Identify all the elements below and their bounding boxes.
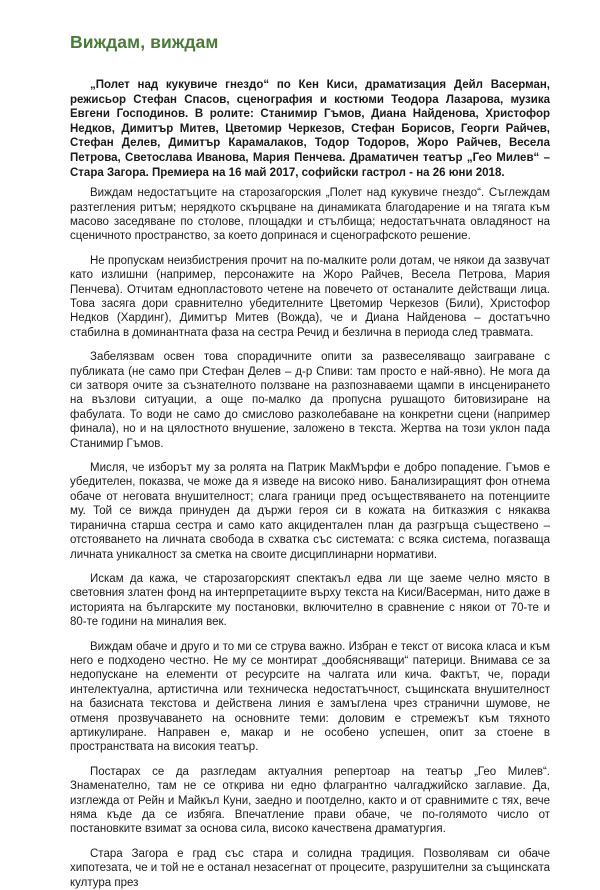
article-title: Виждам, виждам [70, 32, 219, 52]
paragraph-2: Не пропускам неизбистрения прочит на по-малките роли дотам, че някои да зазвучат като излишни (например, персонажите на Жоро Райчев, Весела Петрова, Мария Пенчева). Отчитам еднопластовото четене на повечето от останалите действащи лица. Това засяга дори сравнително убедителните Цветомир Черкезов (Били), Христофор Недков (Хардинг), Димитър Митев (Вожда), че и Диана Найденова – достатъчно стабилна в доминантната фаза на сестра Речид и безлична в периода след травмата. [70, 254, 550, 339]
paragraph-1: Виждам недостатъците на старозагорския „Полет над кукувиче гнездо“. Съглеждам разтегления ритъм; нерядкото скърцване на динамиката благодарение и на тягата към масово заседяване по столове, площадки и стълбища; недостатъчната овладяност на сценичното пространство, за което допринася и сценографското решение. [70, 187, 550, 243]
paragraph-7: Постарах се да разгледам актуалния репертоар на театър „Гео Милев“. Знаменателно, там не се открива ни едно флагрантно чалгаджийско заглавие. Да, изглежда от Рейн и Майкъл Куни, заедно и поотделно, както и от сравнимите с тях, вече няма къде да се избяга. Впечатление прави обаче, че по-голямото число от постановките взимат за основа сила, високо качествена драматургия. [70, 765, 550, 836]
paragraph-6: Виждам обаче и друго и то ми се струва важно. Избран е текст от висока класа и към него е подходено честно. Не му се монтират „дообясняващи“ патерици. Внимава се за недопускане на елементи от ресурсите на чалгата или кича. Фактът, че, поради интелектуална, артистична или техническа недостатъчност, същинската внушителност на базисната текстова и действена линия е замъглена чрез странични шумове, не отменя прозвучаването на основните теми: доловим е стремежът към тяхното артикулиране. Направен е, макар и не особено успешен, опит за стоене в пространствата на високия театър. [70, 640, 550, 754]
paragraph-3: Забелязвам освен това спорадичните опити за развеселяващо заиграване с публиката (не само при Стефан Делев – д-р Спиви: там просто е най-явно). Не мога да си затворя очите за съзнателното ползване на разпознаваеми щампи в инсценирането на възлови ситуации, а още по-малко да пропусна рушащото битовизиране на фабулата. То води не само до смислово разколебаване на конкретни сцени (например финала), но и на цялостното внушение, заложено в текста. Жертва на този уклон пада Станимир Гъмов. [70, 351, 550, 450]
paragraph-5: Искам да кажа, че старозагорският спектакъл едва ли ще заеме челно място в световния златен фонд на интерпретациите върху текста на Киси/Васерман, нито даже в историята на българските му постановки, включително в сравнение с някои от 70-те и 80-те години на миналия век. [70, 572, 550, 629]
paragraph-8: Стара Загора е град със стара и солидна традиция. Позволявам си обаче хипотезата, че и той не е останал незасегнат от процесите, разрушителни за същинската култура през [70, 847, 550, 889]
production-credits: „Полет над кукувиче гнездо“ по Кен Киси, драматизация Дейл Васерман, режисьор Стефан Спасов, сценография и костюми Теодора Лазарова, музика Евгени Господинов. В ролите: Станимир Гъмов, Диана Найденова, Христофор Недков, Димитър Митев, Цветомир Черкезов, Стефан Борисов, Георги Райчев, Стефан Делев, Димитър Карамалаков, Тодор Тодоров, Жоро Райчев, Весела Петрова, Светослава Иванова, Мария Пенчева. Драматичен театър „Гео Милев“ – Стара Загора. Премиера на 16 май 2017, софийски гастрол - на 26 юни 2018. [70, 79, 550, 179]
paragraph-4: Мисля, че изборът му за ролята на Патрик МакМърфи е добро попадение. Гъмов е убедителен, показва, че може да я изведе на високо ниво. Банализиращият фон отнема обаче от неговата внушителност; слага граници пред осъществяването на потенциите му. Той се вижда принуден да държи героя си в кожата на битказжия с някаква тиранична старша сестра и само като акцидентален план да разгръща съществено – отстояването на личната свобода в схватка със системата: с всяка система, погазваща личната уникалност за сметка на своите дисциплинарни нормативи. [70, 462, 550, 561]
